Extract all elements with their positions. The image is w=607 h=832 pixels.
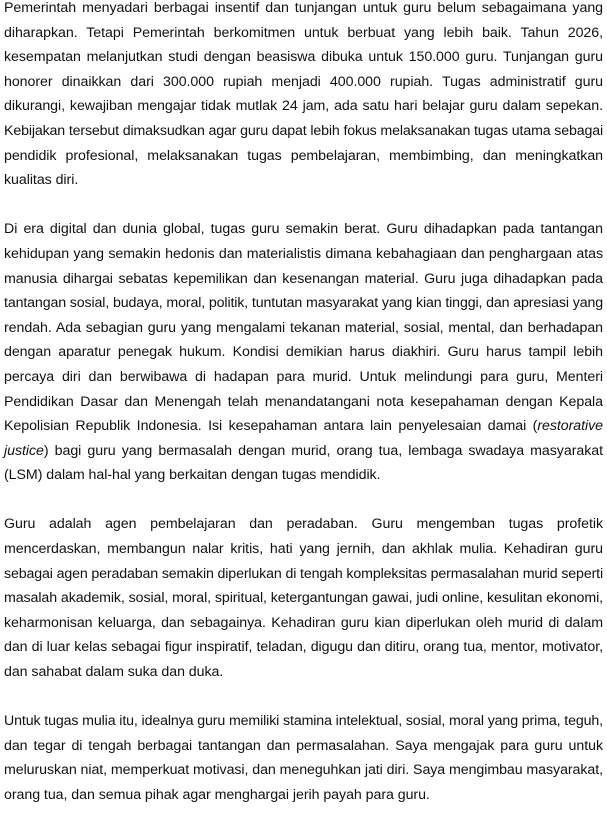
text-line: (LSM) dalam hal-hal yang berkaitan dengan tugas mendidik.: [4, 467, 381, 484]
text-line: kualitas diri.: [4, 172, 79, 189]
text-line: sebagai agen peradaban semakin diperlukan di tengah kompleksitas permasalahan murid seperti: [4, 565, 603, 582]
paragraph-incentives: [4, 0, 603, 193]
text-line: kehidupan yang semakin hedonis dan materialistis dimana kebahagiaan dan penghargaan atas: [4, 245, 603, 262]
text-line: dengan aparatur penegak hukum. Kondisi demikian harus diakhiri. Guru harus tampil lebih: [4, 344, 603, 361]
text-line: Pemerintah menyadari berbagai insentif dan tunjangan untuk guru belum sebagaimana yang: [4, 0, 603, 16]
text-line: orang tua, dan semua pihak agar menghargai jerih payah para guru.: [4, 787, 430, 803]
text-line: pendidik profesional, melaksanakan tugas pembelajaran, membimbing, dan meningkatkan: [4, 147, 603, 164]
text-line: tantangan sosial, budaya, moral, politik, tuntutan masyarakat yang kian tinggi, dan apresiasi yang: [4, 295, 603, 312]
text-line: justice) bagi guru yang bermasalah dengan murid, orang tua, lembaga swadaya masyarakat: [4, 442, 603, 459]
text-line: dan di luar kelas sebagai figur inspiratif, teladan, digugu dan ditiru, orang tua, mentor, motivator,: [4, 639, 603, 656]
paragraph-agents: [4, 512, 603, 684]
text-line: Di era digital dan dunia global, tugas guru semakin berat. Guru dihadapkan pada tantangan: [4, 221, 603, 238]
text-line: keharmonisan keluarga, dan sebagainya. Kehadiran guru kian diperlukan oleh murid di dalam: [4, 614, 603, 631]
text-line: honorer dinaikkan dari 300.000 rupiah menjadi 400.000 rupiah. Tugas administratif guru: [4, 73, 603, 90]
text-line: rendah. Ada sebagian guru yang mengalami tekanan material, sosial, mental, dan berhadapan: [4, 319, 603, 336]
italic-term: justice: [4, 442, 44, 459]
text-line: meluruskan niat, memperkuat motivasi, dan meneguhkan jati diri. Saya mengimbau masyarakat,: [4, 762, 603, 779]
text-line: dan sahabat dalam suka dan duka.: [4, 664, 224, 681]
text-line: masalah akademik, sosial, moral, spiritual, ketergantungan gawai, judi online, kesulitan ekonomi,: [4, 590, 603, 607]
text-line: manusia dihargai sebatas kepemilikan dan kesenangan material. Guru juga dihadapkan pada: [4, 270, 603, 287]
text-line: Pendidikan Dasar dan Menengah telah menandatangani nota kesepahaman dengan Kepala: [4, 393, 603, 410]
paragraph-appeal: [4, 709, 603, 807]
text-line: Untuk tugas mulia itu, idealnya guru memiliki stamina intelektual, sosial, moral yang prima, teguh,: [4, 713, 603, 730]
text-line: Guru adalah agen pembelajaran dan peradaban. Guru mengemban tugas profetik: [4, 516, 603, 533]
text-line: dan tegar di tengah berbagai tantangan dan permasalahan. Saya mengajak para guru untuk: [4, 737, 603, 754]
document-page: [4, 0, 603, 832]
text-line: percaya diri dan berwibawa di hadapan para murid. Untuk melindungi para guru, Menteri: [4, 368, 603, 385]
text-line: mencerdaskan, membangun nalar kritis, hati yang jernih, dan akhlak mulia. Kehadiran guru: [4, 541, 603, 558]
text-line: Kebijakan tersebut dimaksudkan agar guru dapat lebih fokus melaksanakan tugas utama sebagai: [4, 122, 603, 139]
text-line: kesempatan melanjutkan studi dengan beasiswa dibuka untuk 150.000 guru. Tunjangan guru: [4, 49, 603, 66]
text-line: diharapkan. Tetapi Pemerintah berkomitmen untuk berbuat yang lebih baik. Tahun 2026,: [4, 24, 603, 41]
italic-term: restorative: [537, 418, 603, 435]
paragraph-challenges: [4, 217, 603, 488]
text-line: Kepolisian Republik Indonesia. Isi kesepahaman antara lain penyelesaian damai (restorative: [4, 418, 603, 435]
text-line: dikurangi, kewajiban mengajar tidak mutlak 24 jam, ada satu hari belajar guru dalam sepekan.: [4, 98, 603, 115]
